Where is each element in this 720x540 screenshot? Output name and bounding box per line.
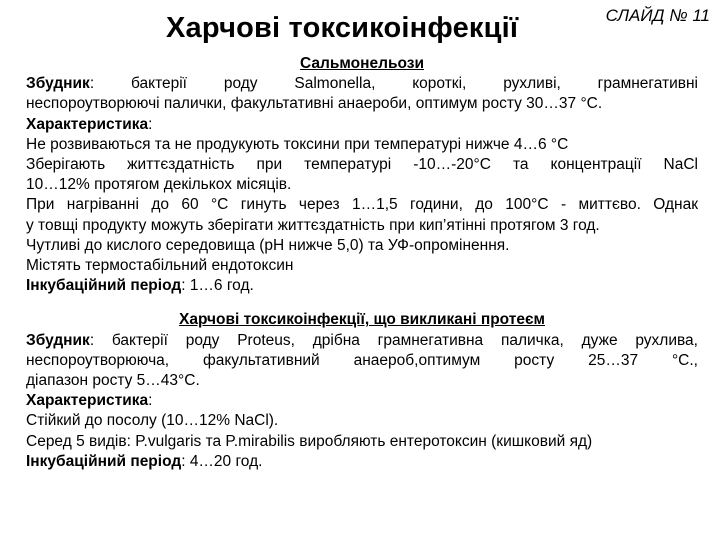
incubation-value: : 4…20 год. — [181, 452, 263, 470]
agent-line-1 — [26, 74, 698, 94]
characteristic-item: Містять термостабільний ендотоксин — [26, 257, 294, 275]
characteristics-heading — [26, 391, 698, 411]
agent-line-3: діапазон росту 5…43°С. — [26, 372, 200, 390]
characteristics-colon: : — [148, 392, 153, 410]
slide-number-label: СЛАЙД № 11 — [605, 6, 710, 25]
agent-text: : бактерії роду Proteus, дрібна грамнегативна паличка, дуже рухлива, — [89, 331, 698, 349]
agent-label: Збудник — [26, 75, 90, 93]
agent-label: Збудник — [26, 331, 90, 349]
incubation-period — [26, 452, 698, 472]
characteristics-heading — [26, 115, 698, 135]
incubation-label: Інкубаційний період — [26, 277, 182, 295]
section-heading-proteus: Харчові токсикоінфекції, що викликані протеєм — [179, 311, 545, 329]
incubation-value: : 1…6 год. — [181, 277, 254, 295]
incubation-label: Інкубаційний період — [26, 452, 182, 470]
characteristic-item: Зберігають життєздатність при температурі -10…-20°С та концентрації NaCl — [26, 156, 698, 174]
incubation-period — [26, 276, 698, 296]
characteristics-colon: : — [148, 115, 153, 133]
section-gap — [26, 296, 698, 310]
agent-text: : бактерії роду Salmonella, короткі, рухливі, грамнегативні — [89, 75, 698, 93]
agent-line-1 — [26, 331, 698, 351]
characteristic-item: При нагріванні до 60 °С гинуть через 1…1,5 години, до 100°С - миттєво. Однак — [26, 196, 698, 214]
characteristic-item-continued: 10…12% протягом декількох місяців. — [26, 176, 292, 194]
characteristic-item: Чутливі до кислого середовища (рН нижче 5,0) та УФ-опромінення. — [26, 236, 510, 254]
characteristic-item: Стійкий до посолу (10…12% NaCl). — [26, 412, 279, 430]
characteristics-label: Характеристика — [26, 115, 149, 133]
characteristics-label: Характеристика — [26, 392, 149, 410]
slide-content — [26, 54, 698, 472]
section-heading-salmonellosis: Сальмонельози — [300, 55, 424, 72]
agent-line-2: неспороутворюючі палички, факультативні анаероби, оптимум росту 30…37 °С. — [26, 95, 603, 113]
characteristic-item: Серед 5 видів: P.vulgaris та P.mirabilis виробляють ентеротоксин (кишковий яд) — [26, 432, 593, 450]
characteristic-item-continued: у товщі продукту можуть зберігати життєздатність при кип’ятінні протягом 3 год. — [26, 216, 600, 234]
slide-title: Харчові токсикоінфекції — [166, 12, 519, 44]
agent-line-2: неспороутворююча, факультативний анаероб,оптимум росту 25…37 °С., — [26, 351, 698, 369]
characteristic-item: Не розвиваються та не продукують токсини при температурі нижче 4…6 °С — [26, 135, 569, 153]
